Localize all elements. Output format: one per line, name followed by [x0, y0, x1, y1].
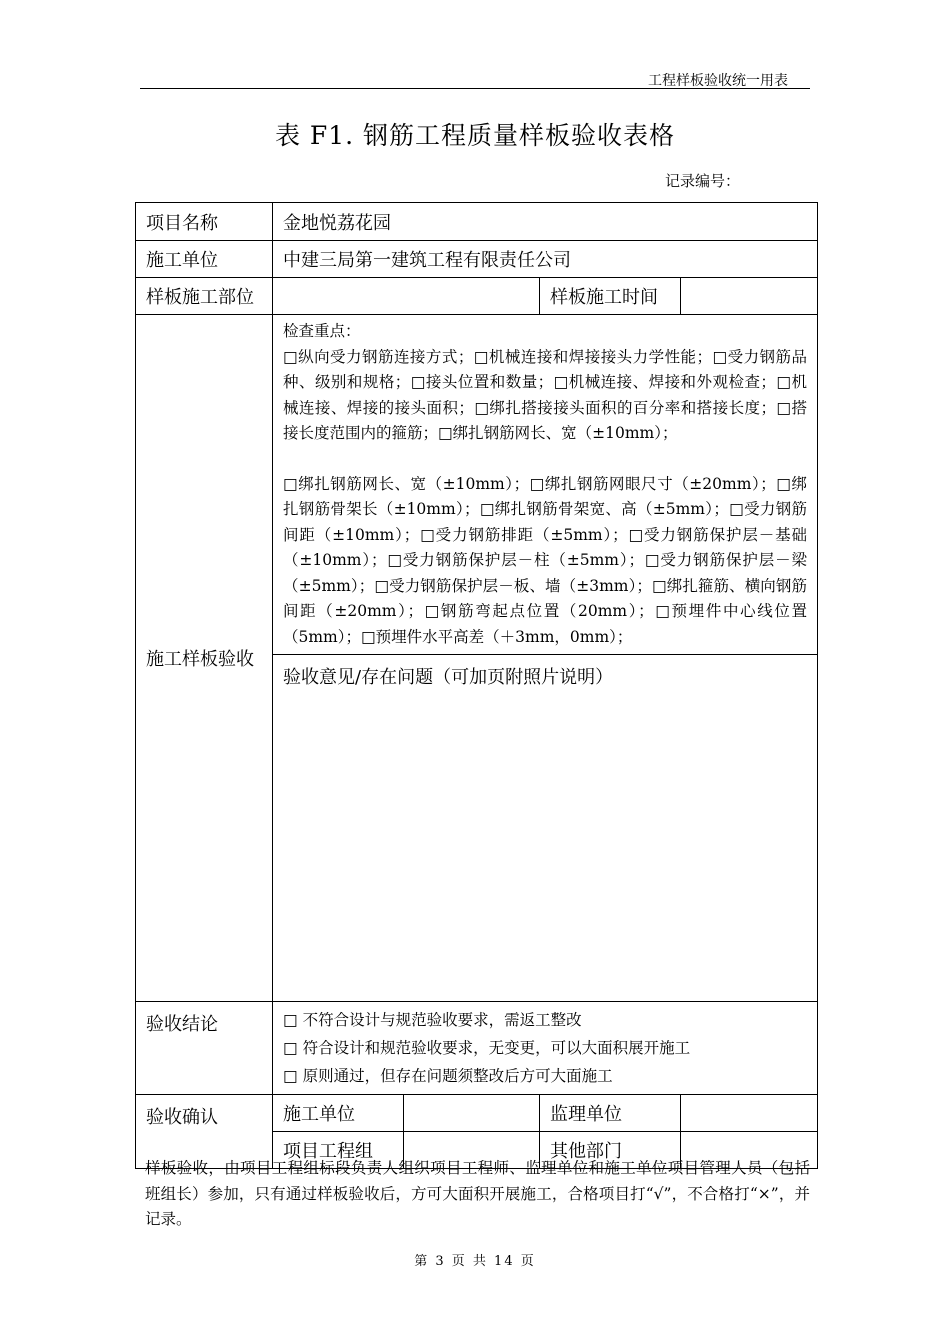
sample-location-label: 样板施工部位 — [136, 278, 273, 315]
checkpoints-spacer — [283, 447, 807, 472]
checkpoints-title: 检查重点： — [283, 322, 361, 340]
confirmation-label: 验收确认 — [136, 1095, 273, 1169]
conclusion-option-pass[interactable]: □ 符合设计和规范验收要求，无变更，可以大面积展开施工 — [283, 1039, 691, 1057]
conclusion-label: 验收结论 — [136, 1002, 273, 1095]
construction-unit-value: 中建三局第一建筑工程有限责任公司 — [273, 241, 818, 278]
project-name-label: 项目名称 — [136, 203, 273, 241]
row-sample-location — [136, 278, 818, 315]
conclusion-option-conditional[interactable]: □ 原则通过，但存在问题须整改后方可大面施工 — [283, 1067, 613, 1085]
construction-unit-label: 施工单位 — [136, 241, 273, 278]
confirm-construction-unit-label: 施工单位 — [273, 1095, 404, 1132]
conclusion-option-reject[interactable]: □ 不符合设计与规范验收要求，需返工整改 — [283, 1011, 582, 1029]
row-conclusion — [136, 1002, 818, 1095]
row-confirmation-1 — [136, 1095, 818, 1132]
checkpoints-cell — [273, 315, 818, 655]
record-number-label: 记录编号： — [664, 172, 740, 190]
conclusion-options — [273, 1002, 818, 1095]
row-acceptance-checkpoints — [136, 315, 818, 655]
confirm-construction-unit-sign — [404, 1095, 540, 1132]
sample-location-value — [273, 278, 540, 315]
confirm-engineering-group-label: 项目工程组 — [273, 1132, 404, 1169]
row-project-name — [136, 203, 818, 241]
header-text: 工程样板验收统一用表 — [648, 73, 788, 89]
confirm-other-departments-label: 其他部门 — [540, 1132, 681, 1169]
opinion-label: 验收意见/存在问题（可加页附照片说明） — [283, 667, 614, 688]
confirm-supervision-unit-label: 监理单位 — [540, 1095, 681, 1132]
footnote: 样板验收，由项目工程组标段负责人组织项目工程师、监理单位和施工单位项目管理人员（包括班组长）参加，只有通过样板验收后，方可大面积开展施工，合格项目打“√”，不合格打“×”，并记录。 — [145, 1159, 810, 1228]
checkpoints-paragraph-2: □绑扎钢筋网长、宽（±10mm）；□绑扎钢筋网眼尺寸（±20mm）；□绑扎钢筋骨架长（±10mm）；□绑扎钢筋骨架宽、高（±5mm）；□受力钢筋间距（±10mm）；□受力钢筋排距（±5mm）；□受力钢筋保护层－基础（±10mm）；□受力钢筋保护层－柱（±5mm）；□受力钢筋保护层－梁（±5mm）；□受力钢筋保护层－板、墙（±3mm）；□绑扎箍筋、横向钢筋间距（±20mm）；□钢筋弯起点位置（20mm）；□预埋件中心线位置（5mm）；□预埋件水平高差（＋3mm，0mm）； — [283, 474, 807, 646]
row-construction-unit — [136, 241, 818, 278]
confirm-supervision-unit-sign — [681, 1095, 818, 1132]
acceptance-form-table — [135, 202, 818, 1169]
opinion-cell — [273, 655, 818, 1002]
project-name-value: 金地悦荔花园 — [273, 203, 818, 241]
header-rule — [140, 88, 810, 89]
sample-time-label: 样板施工时间 — [540, 278, 681, 315]
page-number: 第 3 页 共 14 页 — [414, 1254, 536, 1269]
page-title: 表 F1. 钢筋工程质量样板验收表格 — [274, 121, 676, 150]
checkpoints-paragraph-1: □纵向受力钢筋连接方式；□机械连接和焊接接头力学性能；□受力钢筋品种、级别和规格；□接头位置和数量；□机械连接、焊接和外观检查；□机械连接、焊接的接头面积；□绑扎搭接接头面积的百分率和搭接长度；□搭接长度范围内的箍筋；□绑扎钢筋网长、宽（±10mm）； — [283, 347, 807, 442]
sample-time-value — [681, 278, 818, 315]
acceptance-label: 施工样板验收 — [136, 315, 273, 1002]
